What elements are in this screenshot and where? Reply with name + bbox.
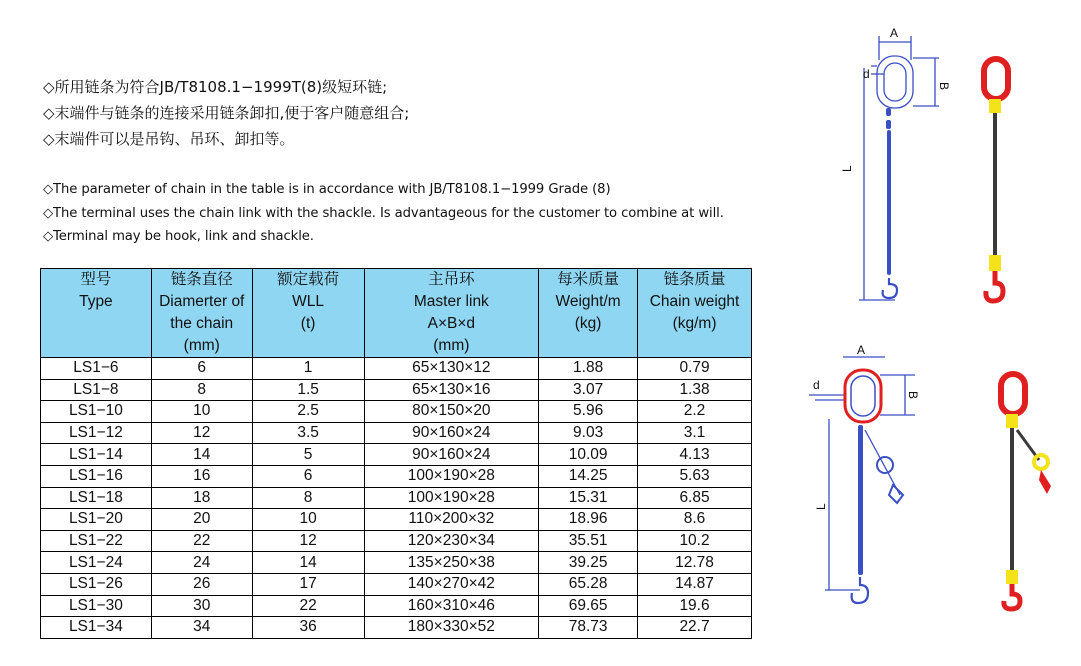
cell-chain-diameter: 24 xyxy=(151,552,252,574)
table-row xyxy=(41,379,752,401)
cell-wll: 1.5 xyxy=(252,379,364,401)
label-l-bottom: L xyxy=(814,503,828,510)
cell-weight-per-meter: 18.96 xyxy=(539,509,638,531)
cell-wll: 14 xyxy=(252,552,364,574)
note-cn-3: ◇末端件可以是吊钩、吊环、卸扣等。 xyxy=(43,130,295,148)
cell-chain-weight: 1.38 xyxy=(638,379,752,401)
cell-weight-per-meter: 10.09 xyxy=(539,444,638,466)
cell-chain-weight: 6.85 xyxy=(638,487,752,509)
table-row xyxy=(41,465,752,487)
cell-weight-per-meter: 65.28 xyxy=(539,573,638,595)
label-a-bottom: A xyxy=(857,343,866,357)
table-row xyxy=(41,487,752,509)
cell-chain-weight: 12.78 xyxy=(638,552,752,574)
table-row xyxy=(41,422,752,444)
cell-master-link: 180×330×52 xyxy=(364,617,539,639)
note-cn-1: ◇所用链条为符合JB/T8108.1−1999T(8)级短环链; xyxy=(43,78,388,96)
cell-type: LS1−20 xyxy=(41,509,152,531)
sling-photo-bottom xyxy=(995,370,1065,610)
table-row xyxy=(41,552,752,574)
cell-wll: 17 xyxy=(252,573,364,595)
label-b-top: B xyxy=(937,82,951,91)
cell-master-link: 120×230×34 xyxy=(364,530,539,552)
note-en-3: ◇Terminal may be hook, link and shackle. xyxy=(43,229,314,244)
specification-table xyxy=(40,268,752,639)
cell-type: LS1−34 xyxy=(41,617,152,639)
table-header-row xyxy=(41,269,752,358)
cell-type: LS1−16 xyxy=(41,465,152,487)
cell-chain-diameter: 6 xyxy=(151,358,252,380)
cell-chain-diameter: 34 xyxy=(151,617,252,639)
cell-weight-per-meter: 1.88 xyxy=(539,358,638,380)
cell-type: LS1−30 xyxy=(41,595,152,617)
table-row xyxy=(41,573,752,595)
cell-chain-diameter: 22 xyxy=(151,530,252,552)
cell-chain-weight: 3.1 xyxy=(638,422,752,444)
cell-chain-diameter: 10 xyxy=(151,401,252,423)
cell-weight-per-meter: 5.96 xyxy=(539,401,638,423)
cell-chain-weight: 0.79 xyxy=(638,358,752,380)
cell-wll: 1 xyxy=(252,358,364,380)
cell-chain-diameter: 26 xyxy=(151,573,252,595)
cell-chain-diameter: 14 xyxy=(151,444,252,466)
header-chain-diameter: 链条直径 Diamerter of the chain (mm) xyxy=(151,269,252,358)
cell-type: LS1−24 xyxy=(41,552,152,574)
sling-dimension-drawing-top xyxy=(840,22,955,307)
cell-chain-weight: 10.2 xyxy=(638,530,752,552)
cell-type: LS1−6 xyxy=(41,358,152,380)
cell-chain-diameter: 8 xyxy=(151,379,252,401)
label-d-top: d xyxy=(863,67,870,81)
cell-weight-per-meter: 14.25 xyxy=(539,465,638,487)
cell-wll: 12 xyxy=(252,530,364,552)
label-l-top: L xyxy=(840,165,854,172)
cell-master-link: 135×250×38 xyxy=(364,552,539,574)
cell-type: LS1−18 xyxy=(41,487,152,509)
notes-english xyxy=(43,178,724,249)
cell-chain-weight: 4.13 xyxy=(638,444,752,466)
table-row xyxy=(41,401,752,423)
header-weight-per-meter: 每米质量 Weight/m (kg) xyxy=(539,269,638,358)
table-row xyxy=(41,444,752,466)
cell-chain-diameter: 12 xyxy=(151,422,252,444)
cell-chain-diameter: 30 xyxy=(151,595,252,617)
cell-weight-per-meter: 9.03 xyxy=(539,422,638,444)
cell-master-link: 65×130×16 xyxy=(364,379,539,401)
cell-type: LS1−22 xyxy=(41,530,152,552)
cell-chain-diameter: 16 xyxy=(151,465,252,487)
header-wll: 额定载荷 WLL (t) xyxy=(252,269,364,358)
table-row xyxy=(41,595,752,617)
header-master-link: 主吊环 Master link A×B×d (mm) xyxy=(364,269,539,358)
cell-chain-weight: 2.2 xyxy=(638,401,752,423)
label-b-bottom: B xyxy=(906,391,920,400)
cell-master-link: 65×130×12 xyxy=(364,358,539,380)
table-row xyxy=(41,530,752,552)
cell-master-link: 140×270×42 xyxy=(364,573,539,595)
cell-wll: 5 xyxy=(252,444,364,466)
cell-chain-weight: 22.7 xyxy=(638,617,752,639)
sling-dimension-drawing-bottom xyxy=(805,345,930,615)
cell-type: LS1−12 xyxy=(41,422,152,444)
cell-type: LS1−8 xyxy=(41,379,152,401)
cell-wll: 36 xyxy=(252,617,364,639)
cell-weight-per-meter: 35.51 xyxy=(539,530,638,552)
cell-master-link: 160×310×46 xyxy=(364,595,539,617)
cell-chain-weight: 8.6 xyxy=(638,509,752,531)
cell-chain-diameter: 20 xyxy=(151,509,252,531)
header-type: 型号 Type xyxy=(41,269,152,358)
cell-wll: 2.5 xyxy=(252,401,364,423)
header-chain-weight: 链条质量 Chain weight (kg/m) xyxy=(638,269,752,358)
table-row xyxy=(41,509,752,531)
cell-type: LS1−26 xyxy=(41,573,152,595)
cell-type: LS1−14 xyxy=(41,444,152,466)
cell-master-link: 80×150×20 xyxy=(364,401,539,423)
note-en-1: ◇The parameter of chain in the table is in accordance with JB/T8108.1−1999 Grade (8) xyxy=(43,182,611,197)
label-a-top: A xyxy=(890,26,899,40)
cell-wll: 10 xyxy=(252,509,364,531)
cell-chain-diameter: 18 xyxy=(151,487,252,509)
cell-wll: 3.5 xyxy=(252,422,364,444)
sling-photo-top xyxy=(975,55,1020,310)
cell-weight-per-meter: 69.65 xyxy=(539,595,638,617)
cell-master-link: 110×200×32 xyxy=(364,509,539,531)
cell-master-link: 100×190×28 xyxy=(364,465,539,487)
table-row xyxy=(41,358,752,380)
cell-wll: 22 xyxy=(252,595,364,617)
cell-weight-per-meter: 39.25 xyxy=(539,552,638,574)
cell-wll: 6 xyxy=(252,465,364,487)
note-en-2: ◇The terminal uses the chain link with the shackle. Is advantageous for the customer to combine at will. xyxy=(43,205,724,221)
cell-master-link: 90×160×24 xyxy=(364,422,539,444)
cell-type: LS1−10 xyxy=(41,401,152,423)
cell-weight-per-meter: 78.73 xyxy=(539,617,638,639)
note-cn-2: ◇末端件与链条的连接采用链条卸扣,便于客户随意组合; xyxy=(43,104,410,122)
cell-chain-weight: 5.63 xyxy=(638,465,752,487)
cell-master-link: 100×190×28 xyxy=(364,487,539,509)
cell-chain-weight: 19.6 xyxy=(638,595,752,617)
cell-weight-per-meter: 3.07 xyxy=(539,379,638,401)
cell-wll: 8 xyxy=(252,487,364,509)
label-d-bottom: d xyxy=(813,378,820,392)
notes-chinese xyxy=(43,74,409,152)
cell-chain-weight: 14.87 xyxy=(638,573,752,595)
cell-weight-per-meter: 15.31 xyxy=(539,487,638,509)
table-row xyxy=(41,617,752,639)
cell-master-link: 90×160×24 xyxy=(364,444,539,466)
